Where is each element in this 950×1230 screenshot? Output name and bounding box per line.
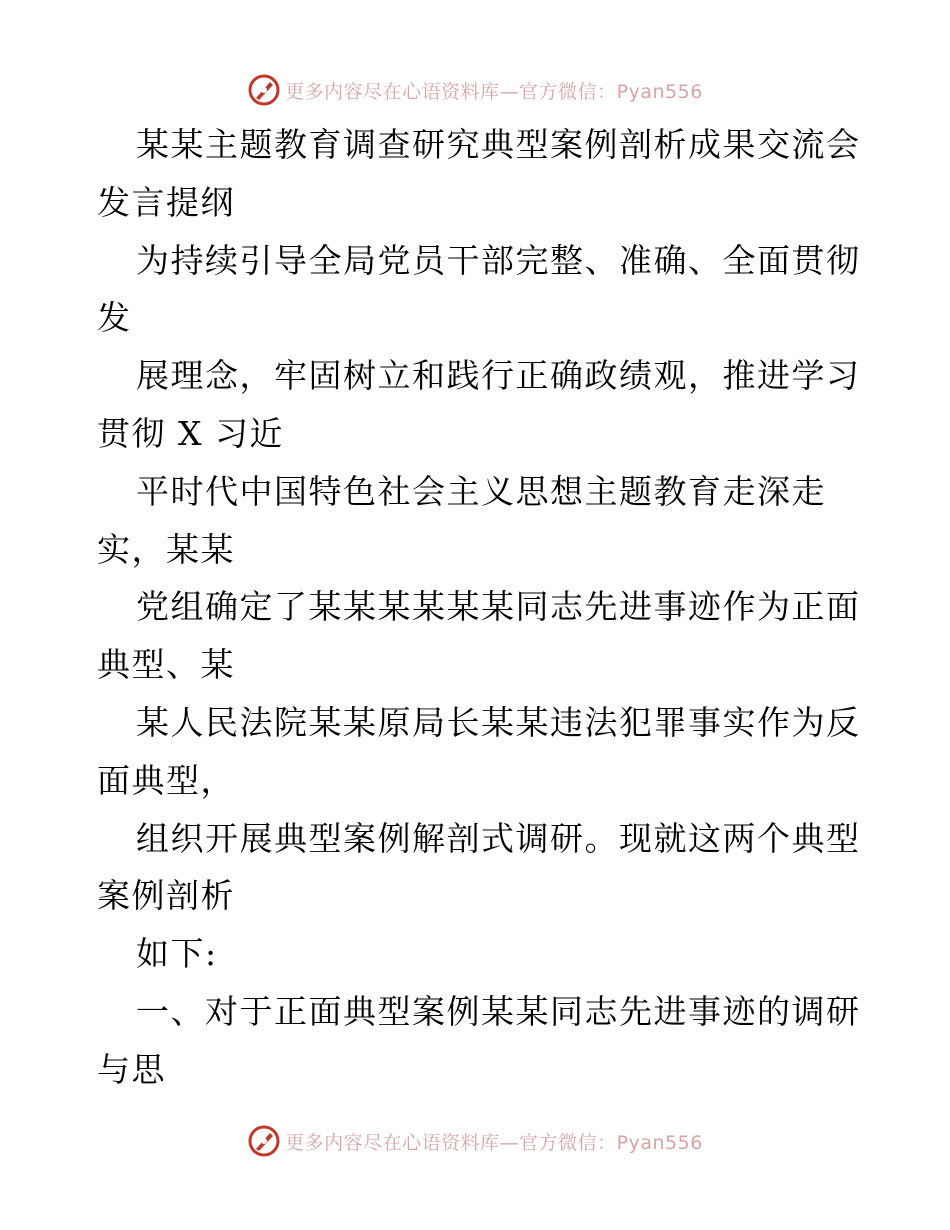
text-line: 为持续引导全局党员干部完整、准确、全面贯彻	[136, 240, 861, 280]
pen-logo-icon	[247, 73, 281, 107]
text-line: 实，某某	[97, 529, 235, 569]
text-line: 组织开展典型案例解剖式调研。现就这两个典型	[136, 818, 861, 858]
text-line: 面典型，	[97, 760, 235, 800]
text-line: 案例剖析	[97, 876, 235, 916]
text-line: 发	[97, 298, 132, 338]
text-line: 发言提纲	[97, 182, 235, 222]
watermark-text: 更多内容尽在心语资料库—官方微信：Pyan556	[285, 80, 703, 103]
text-line: 典型、某	[97, 645, 235, 685]
pen-logo-icon	[247, 1124, 281, 1158]
watermark-text: 更多内容尽在心语资料库—官方微信：Pyan556	[285, 1131, 703, 1154]
text-line: 如下:	[136, 934, 218, 974]
text-line: 展理念，牢固树立和践行正确政绩观，推进学习	[136, 356, 861, 396]
text-line: 党组确定了某某某某某某同志先进事迹作为正面	[136, 587, 861, 627]
footer-watermark-banner	[0, 1119, 950, 1163]
text-line: 与思	[97, 1049, 166, 1089]
header-watermark-banner	[0, 68, 950, 112]
text-line: 平时代中国特色社会主义思想主题教育走深走	[136, 471, 826, 511]
document-body	[97, 116, 861, 1099]
text-line: 一、对于正面典型案例某某同志先进事迹的调研	[136, 991, 861, 1031]
text-line: 贯彻 X 习近	[97, 413, 284, 453]
text-line: 某某主题教育调查研究典型案例剖析成果交流会	[136, 125, 861, 164]
text-line: 某人民法院某某原局长某某违法犯罪事实作为反	[136, 702, 861, 742]
